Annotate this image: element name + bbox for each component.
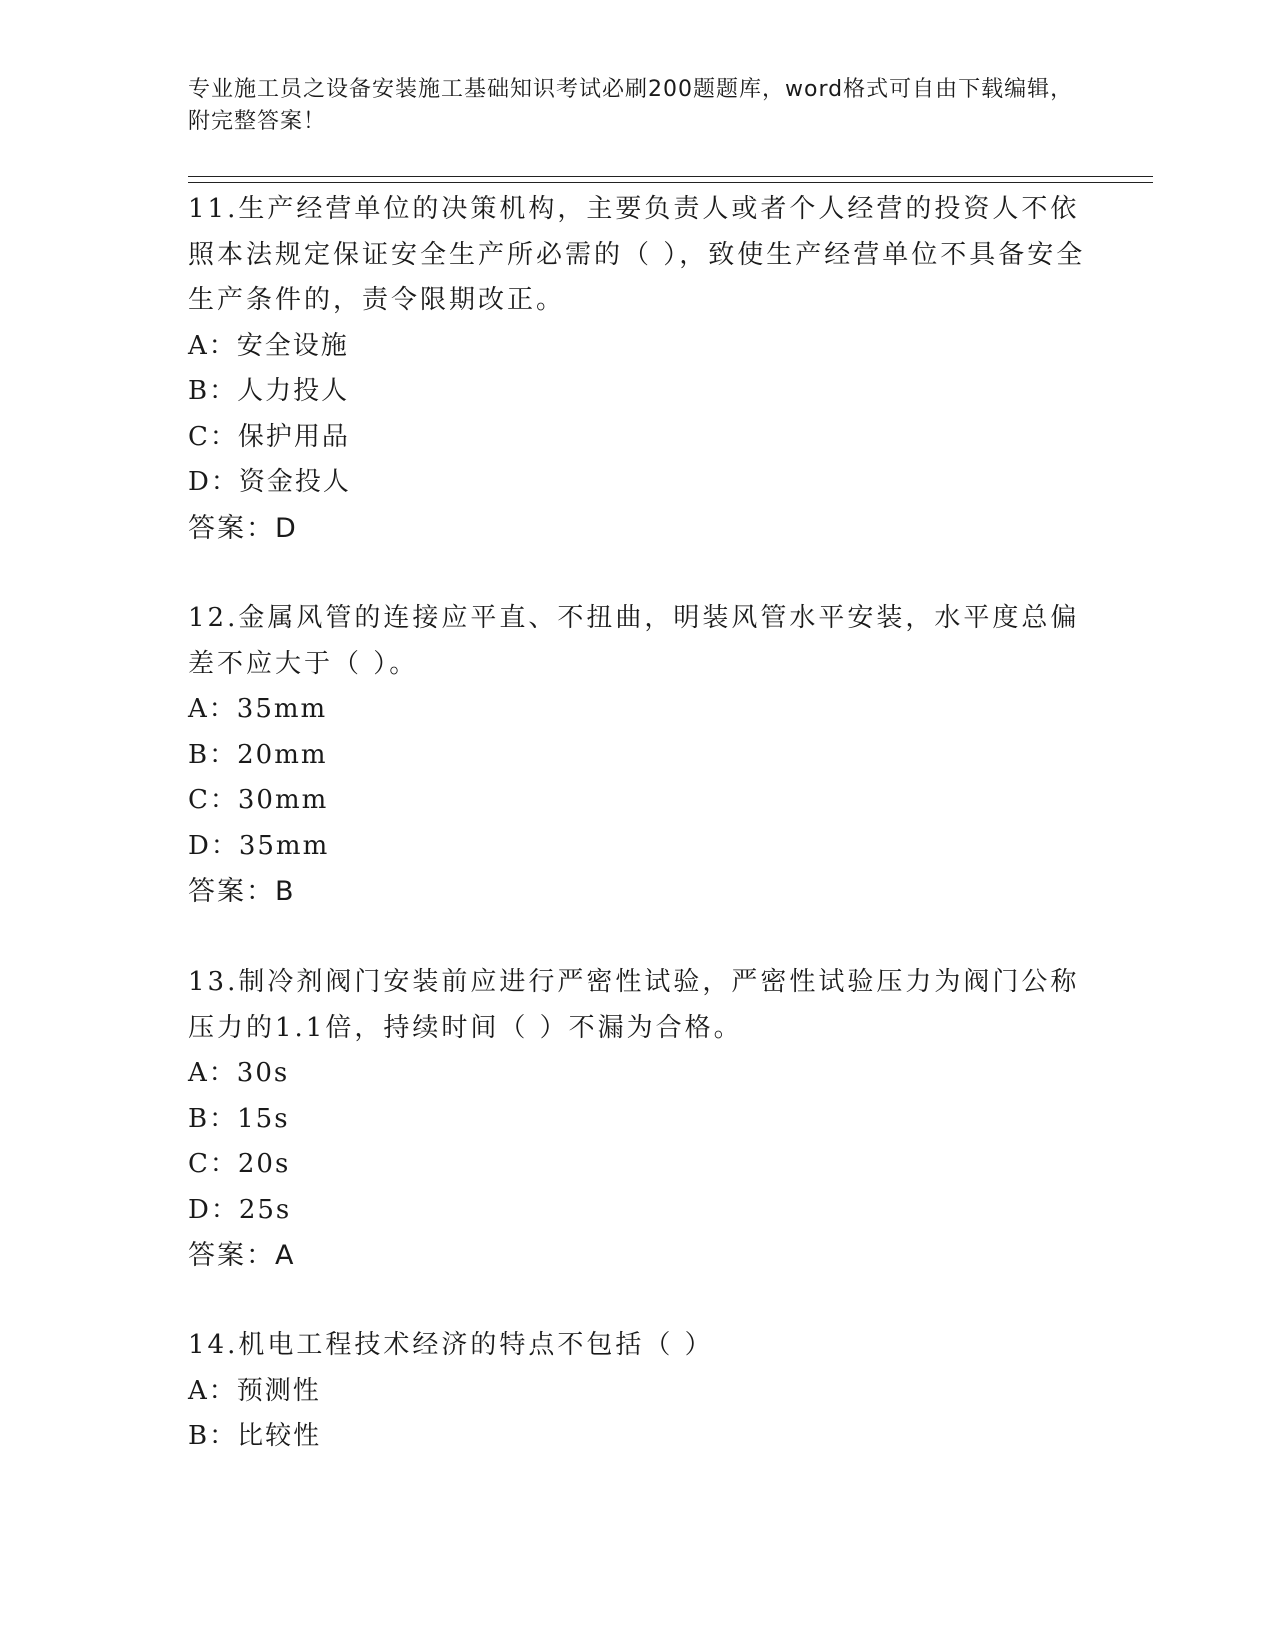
answer: 答案：B <box>188 876 296 907</box>
question-11 <box>188 187 1088 551</box>
question-stem: 14.机电工程技术经济的特点不包括（ ） <box>188 1330 714 1360</box>
header-divider-top <box>188 176 1153 177</box>
header-divider-bottom <box>188 182 1153 183</box>
option-b: B：比较性 <box>188 1421 322 1451</box>
option-a: A：预测性 <box>188 1375 321 1406</box>
answer: 答案：A <box>188 1240 296 1271</box>
question-stem: 13.制冷剂阀门安装前应进行严密性试验，严密性试验压力为阀门公称压力的1.1倍，持续时间（ ）不漏为合格。 <box>188 967 1080 1043</box>
option-d: D：35mm <box>188 830 330 861</box>
question-stem: 12.金属风管的连接应平直、不扭曲，明装风管水平安装，水平度总偏差不应大于（ ）。 <box>188 603 1080 679</box>
option-b: B：15s <box>188 1103 290 1134</box>
question-13 <box>188 960 1088 1279</box>
question-14 <box>188 1323 1088 1460</box>
option-a: A：安全设施 <box>188 330 349 361</box>
answer: 答案：D <box>188 512 298 544</box>
option-d: D：25s <box>188 1194 292 1225</box>
option-a: A：35mm <box>188 694 328 724</box>
option-d: D：资金投人 <box>188 467 351 497</box>
question-12 <box>188 596 1088 915</box>
document-header: 专业施工员之设备安装施工基础知识考试必刷200题题库，word格式可自由下载编辑，附完整答案！ <box>188 77 1074 134</box>
option-b: B：人力投人 <box>188 376 350 406</box>
option-b: B：20mm <box>188 739 328 770</box>
option-c: C：30mm <box>188 785 329 815</box>
option-c: C：保护用品 <box>188 421 350 452</box>
option-a: A：30s <box>188 1058 290 1088</box>
option-c: C：20s <box>188 1149 291 1179</box>
question-stem: 11.生产经营单位的决策机构，主要负责人或者个人经营的投资人不依照本法规定保证安全生产所必需的（ ），致使生产经营单位不具备安全生产条件的，责令限期改正。 <box>188 194 1086 315</box>
